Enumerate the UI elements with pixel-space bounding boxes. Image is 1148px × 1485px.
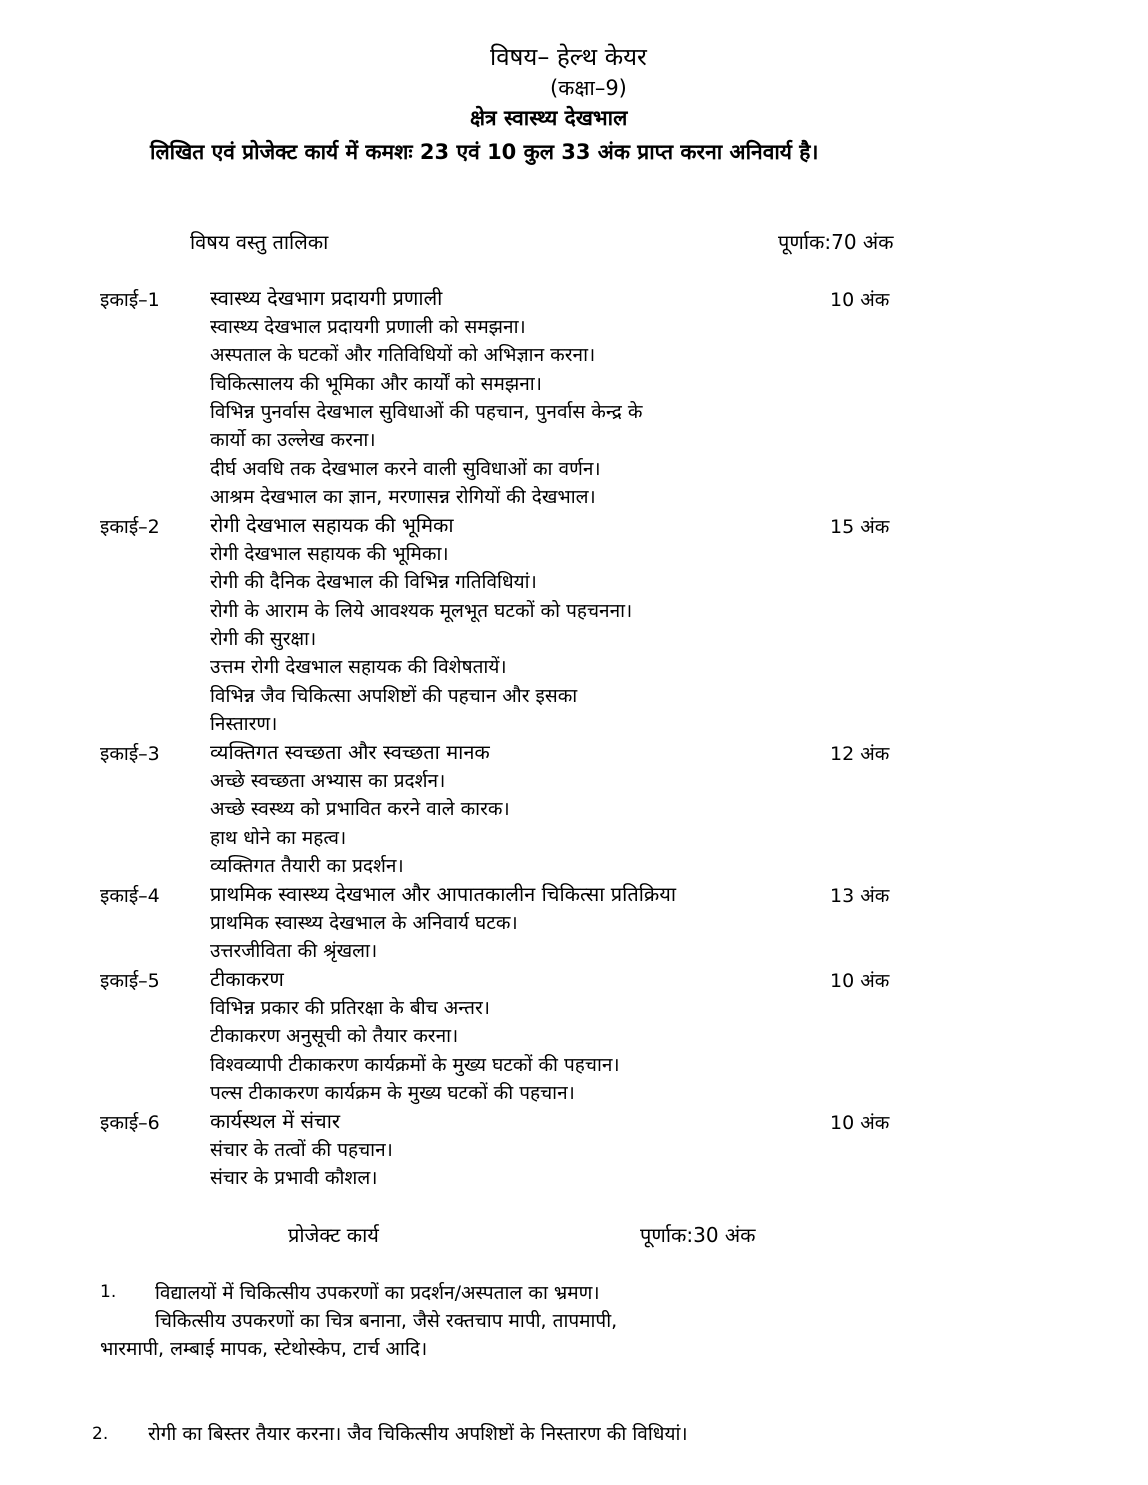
unit-label: इकाई–2: [100, 516, 160, 538]
unit-topic: निस्तारण।: [210, 713, 278, 735]
unit-topic: रोगी के आराम के लिये आवश्यक मूलभूत घटकों को पहचनना।: [210, 600, 633, 622]
unit-title: प्राथमिक स्वास्थ्य देखभाल और आपातकालीन चिकित्सा प्रतिक्रिया: [210, 882, 677, 906]
unit-label: इकाई–6: [100, 1112, 160, 1134]
unit-label: इकाई–5: [100, 970, 160, 992]
unit-marks: 10 अंक: [830, 289, 890, 311]
unit-topic: आश्रम देखभाल का ज्ञान, मरणासन्न रोगियों की देखभाल।: [210, 486, 596, 508]
unit-topic: रोगी देखभाल सहायक की भूमिका।: [210, 543, 449, 565]
unit-topic: रोगी की सुरक्षा।: [210, 628, 317, 650]
unit-marks: 13 अंक: [830, 885, 890, 907]
project-title: प्रोजेक्ट कार्य: [288, 1223, 379, 1247]
unit-topic: संचार के प्रभावी कौशल।: [210, 1167, 378, 1189]
unit-topic: कार्यो का उल्लेख करना।: [210, 429, 376, 451]
project-item-text: रोगी का बिस्तर तैयार करना। जैव चिकित्सीय अपशिष्टों के निस्तारण की विधियां।: [148, 1423, 688, 1445]
unit-topic: स्वास्थ्य देखभाल प्रदायगी प्रणाली को समझना।: [210, 316, 526, 338]
unit-title: स्वास्थ्य देखभाग प्रदायगी प्रणाली: [210, 286, 443, 310]
class-heading: (कक्षा–9): [550, 76, 627, 100]
project-item-number: 2.: [92, 1424, 109, 1444]
unit-title: व्यक्तिगत स्वच्छता और स्वच्छता मानक: [210, 740, 490, 764]
unit-topic: प्राथमिक स्वास्थ्य देखभाल के अनिवार्य घटक।: [210, 912, 518, 934]
unit-topic: उत्तरजीविता की श्रृंखला।: [210, 940, 378, 962]
project-total-marks: पूर्णाक:30 अंक: [640, 1223, 756, 1247]
unit-topic: व्यक्तिगत तैयारी का प्रदर्शन।: [210, 855, 404, 877]
field-heading: क्षेत्र स्वास्थ्य देखभाल: [470, 106, 628, 130]
unit-topic: संचार के तत्वों की पहचान।: [210, 1139, 393, 1161]
project-item-text: चिकित्सीय उपकरणों का चित्र बनाना, जैसे रक्तचाप मापी, तापमापी,: [155, 1310, 618, 1332]
unit-topic: हाथ धोने का महत्व।: [210, 827, 347, 849]
content-table-title: विषय वस्तु तालिका: [190, 230, 329, 254]
subject-heading: विषय– हेल्थ केयर: [490, 43, 647, 71]
unit-label: इकाई–4: [100, 885, 160, 907]
unit-title: कार्यस्थल में संचार: [210, 1109, 341, 1133]
unit-topic: अच्छे स्वस्थ्य को प्रभावित करने वाले कारक।: [210, 798, 510, 820]
unit-marks: 15 अंक: [830, 516, 890, 538]
unit-title: रोगी देखभाल सहायक की भूमिका: [210, 513, 454, 537]
unit-topic: पल्स टीकाकरण कार्यक्रम के मुख्य घटकों की पहचान।: [210, 1082, 575, 1104]
content-total-marks: पूर्णाक:70 अंक: [778, 230, 894, 254]
unit-label: इकाई–3: [100, 743, 160, 765]
unit-topic: अस्पताल के घटकों और गतिविधियों को अभिज्ञान करना।: [210, 344, 596, 366]
unit-marks: 10 अंक: [830, 970, 890, 992]
unit-topic: दीर्घ अवधि तक देखभाल करने वाली सुविधाओं का वर्णन।: [210, 458, 601, 480]
unit-topic: विभिन्न पुनर्वास देखभाल सुविधाओं की पहचान, पुनर्वास केन्द्र के: [210, 401, 643, 423]
unit-topic: अच्छे स्वच्छता अभ्यास का प्रदर्शन।: [210, 770, 446, 792]
unit-topic: विभिन्न जैव चिकित्सा अपशिष्टों की पहचान और इसका: [210, 685, 578, 707]
unit-topic: रोगी की दैनिक देखभाल की विभिन्न गतिविधियां।: [210, 571, 537, 593]
project-item-number: 1.: [100, 1282, 117, 1302]
project-item-text: विद्यालयों में चिकित्सीय उपकरणों का प्रदर्शन/अस्पताल का भ्रमण।: [155, 1282, 600, 1304]
project-item-text: भारमापी, लम्बाई मापक, स्टेथोस्केप, टार्च आदि।: [100, 1338, 428, 1360]
unit-marks: 10 अंक: [830, 1112, 890, 1134]
unit-topic: चिकित्सालय की भूमिका और कार्यों को समझना।: [210, 373, 542, 395]
requirement-note: लिखित एवं प्रोजेक्ट कार्य में कमशः 23 एवं 10 कुल 33 अंक प्राप्त करना अनिवार्य है।: [150, 140, 819, 164]
unit-topic: विभिन्न प्रकार की प्रतिरक्षा के बीच अन्तर।: [210, 997, 490, 1019]
unit-label: इकाई–1: [100, 289, 160, 311]
unit-topic: विश्वव्यापी टीकाकरण कार्यक्रमों के मुख्य घटकों की पहचान।: [210, 1054, 620, 1076]
unit-marks: 12 अंक: [830, 743, 890, 765]
unit-topic: टीकाकरण अनुसूची को तैयार करना।: [210, 1025, 459, 1047]
unit-topic: उत्तम रोगी देखभाल सहायक की विशेषतायें।: [210, 656, 507, 678]
unit-title: टीकाकरण: [210, 967, 284, 991]
